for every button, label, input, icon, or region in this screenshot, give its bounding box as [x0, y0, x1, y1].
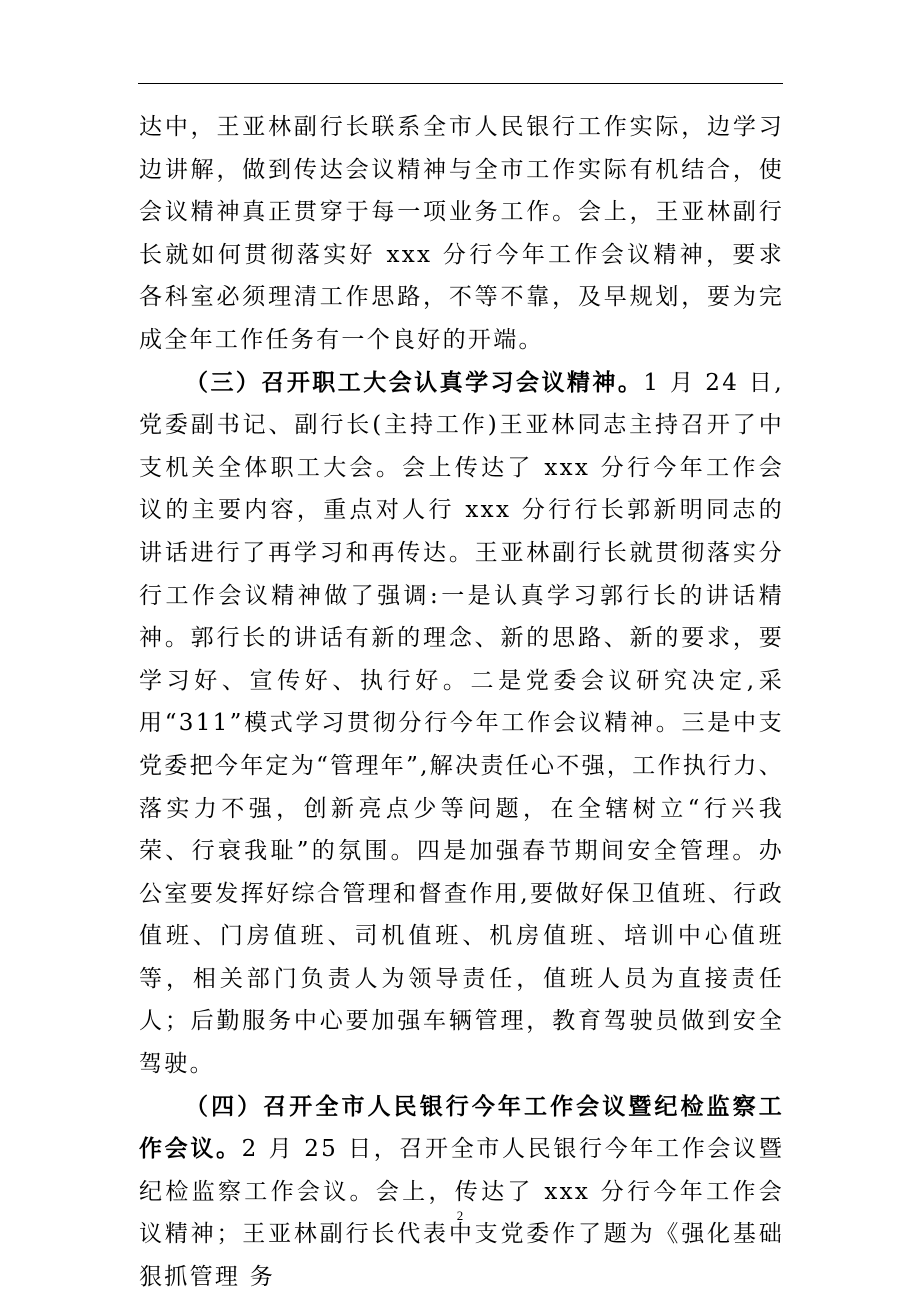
paragraph-text: 2 月 25 日，召开全市人民银行今年工作会议暨纪检监察工作会议。会上，传达了 xxx 分行今年工作会议精神；王亚林副行长代表中支党委作了题为《强化基础 狠抓管理 务 [139, 1136, 784, 1291]
header-rule [138, 83, 783, 84]
page-number: 2 [456, 1208, 464, 1223]
section-heading: （四）召开全市人民银行今年工作会议暨纪检监察工作会议。 [139, 1092, 784, 1163]
paragraph-continuation [139, 106, 784, 362]
section-heading: （三）召开职工大会认真学习会议精神。 [185, 368, 644, 396]
paragraph-text: 达中，王亚林副行长联系全市人民银行工作实际，边学习边讲解，做到传达会议精神与全市工作实际有机结合，使会议精神真正贯穿于每一项业务工作。会上，王亚林副行长就如何贯彻落实好 xxx 分行今年工作会议精神，要求各科室必须理清工作思路，不等不靠，及早规划，要为完成全年工作任务有一个良好的开端。 [139, 114, 784, 353]
document-body [139, 106, 784, 1299]
paragraph-text: 1 月 24 日,党委副书记、副行长(主持工作)王亚林同志主持召开了中支机关全体职工大会。会上传达了 xxx 分行今年工作会议的主要内容，重点对人行 xxx 分行行长郭新明同志的讲话进行了再学习和再传达。王亚林副行长就贯彻落实分行工作会议精神做了强调:一是认真学习郭行长的讲话精神。郭行长的讲话有新的理念、新的思路、新的要求，要学习好、宣传好、执行好。二是党委会议研究决定,采用“311”模式学习贯彻分行今年工作会议精神。三是中支党委把今年定为“管理年”,解决责任心不强，工作执行力、落实力不强，创新亮点少等问题，在全辖树立“行兴我荣、行衰我耻”的氛围。四是加强春节期间安全管理。办公室要发挥好综合管理和督查作用,要做好保卫值班、行政值班、门房值班、司机值班、机房值班、培训中心值班等，相关部门负责人为领导责任，值班人员为直接责任人；后勤服务中心要加强车辆管理，教育驾驶员做到安全驾驶。 [139, 369, 784, 1078]
paragraph-section-three [139, 362, 784, 1086]
paragraph-section-four [139, 1086, 784, 1299]
